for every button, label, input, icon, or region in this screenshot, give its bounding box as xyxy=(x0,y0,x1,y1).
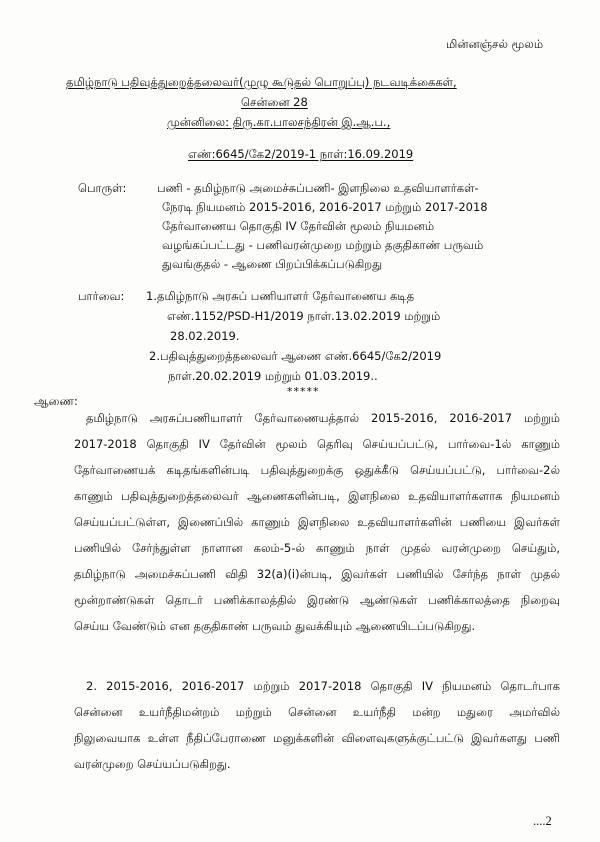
delivery-mode: மின்னஞ்சல் மூலம் xyxy=(446,37,544,51)
subject-line: பணி - தமிழ்நாடு அமைச்சுப்பணி- இளநிலை உதவியாளர்கள்- xyxy=(157,181,479,195)
paragraph-line: 2017-2018 தொகுதி IV தேர்வின் மூலம் தெரிவு செய்யப்பட்டு, பார்வை-1ல் காணும் xyxy=(74,437,560,451)
subject-line: வழங்கப்பட்டது - பணிவரன்முறை மற்றும் தகுதிகாண் பருவம் xyxy=(162,238,484,252)
paragraph-line: தமிழ்நாடு அமைச்சுப்பணி விதி 32(a)(i)ன்படி, இவர்கள் பணியில் சேர்ந்த நாள் முதல் xyxy=(74,567,560,581)
reference-label: பார்வை: xyxy=(78,289,125,303)
paragraph-line: சென்னை உயர்நீதிமன்றம் மற்றும் சென்னை உயர்நீதி மன்ற மதுரை அமர்வில் xyxy=(74,705,560,719)
office-title-line1: தமிழ்நாடு பதிவுத்துறைத்தலைவர்(முழு கூடுதல் பொறுப்பு) நடவடிக்கைகள், xyxy=(66,75,457,89)
paragraph-line: மூன்றாண்டுகள் தொடர் பணிக்காலத்தில் இரண்டு ஆண்டுகள் பணிக்காலத்தை நிறைவு xyxy=(74,593,560,607)
paragraph-line: பணியில் சேர்ந்துள்ள நாளான கலம்-5-ல் காணும் நாள் முதல் வரன்முறை செய்தும், xyxy=(74,541,560,555)
order-label: ஆணை: xyxy=(34,394,78,408)
paragraph-line: நிலுவையாக உள்ள நீதிப்பேராணை மனுக்களின் விளைவுகளுக்குட்பட்டு இவர்களது பணி xyxy=(74,731,560,745)
paragraph-line: காணும் பதிவுத்துறைத்தலைவர் ஆணைகளின்படி, இளநிலை உதவியாளர்களாக நியமனம் xyxy=(74,489,560,503)
reference-line: நாள்.20.02.2019 மற்றும் 01.03.2019.. xyxy=(168,369,378,383)
order-paragraph-1 xyxy=(74,405,560,639)
office-title-line2: சென்னை 28 xyxy=(241,95,308,109)
paragraph-line: செய்யப்பட்டுள்ள, இணைப்பில் காணும் இளநிலை உதவியாளர்களின் பணியை இவர்கள் xyxy=(74,515,560,529)
subject-label: பொருள்: xyxy=(78,181,127,195)
reference-number: எண்:6645/கே2/2019-1 நாள்:16.09.2019 xyxy=(188,147,414,161)
paragraph-line: தேர்வாணையக் கடிதங்களின்படி பதிவுத்துறைக்கு ஒதுக்கீடு செய்யப்பட்டு, பார்வை-2ல் xyxy=(74,463,560,477)
page-continuation-marker: ....2 xyxy=(533,814,552,828)
reference-line: 2.பதிவுத்துறைத்தலைவர் ஆணை எண்.6645/கே2/2019 xyxy=(149,349,442,363)
subject-line: துவங்குதல் - ஆணை பிறப்பிக்கப்படுகிறது xyxy=(162,257,383,271)
reference-line: 28.02.2019. xyxy=(170,329,240,343)
subject-line: தேர்வாணைய தொகுதி IV தேர்வின் மூலம் நியமனம் xyxy=(162,219,435,233)
paragraph-line: 2. 2015-2016, 2016-2017 மற்றும் 2017-2018 தொகுதி IV நியமனம் தொடர்பாக xyxy=(86,679,560,693)
presence-line: முன்னிலை: திரு.கா.பாலசந்திரன் இ.ஆ.ப., xyxy=(167,115,391,129)
reference-line: எண்.1152/PSD-H1/2019 நாள்.13.02.2019 மற்றும் xyxy=(167,309,441,323)
paragraph-line: செய்ய வேண்டும் என தகுதிகாண் பருவம் துவக்கியும் ஆணையிடப்படுகிறது. xyxy=(74,619,476,633)
reference-line: 1.தமிழ்நாடு அரசுப் பணியாளர் தேர்வாணைய கடித xyxy=(146,289,415,303)
paragraph-line: வரன்முறை செய்யப்படுகிறது. xyxy=(74,757,231,771)
subject-line: நேரடி நியமனம் 2015-2016, 2016-2017 மற்றும் 2017-2018 xyxy=(162,200,488,214)
paragraph-line: தமிழ்நாடு அரசுப்பணியாளர் தேர்வாணையத்தால் 2015-2016, 2016-2017 மற்றும் xyxy=(86,411,560,425)
separator-stars: ***** xyxy=(287,385,320,398)
order-paragraph-2 xyxy=(74,673,560,777)
